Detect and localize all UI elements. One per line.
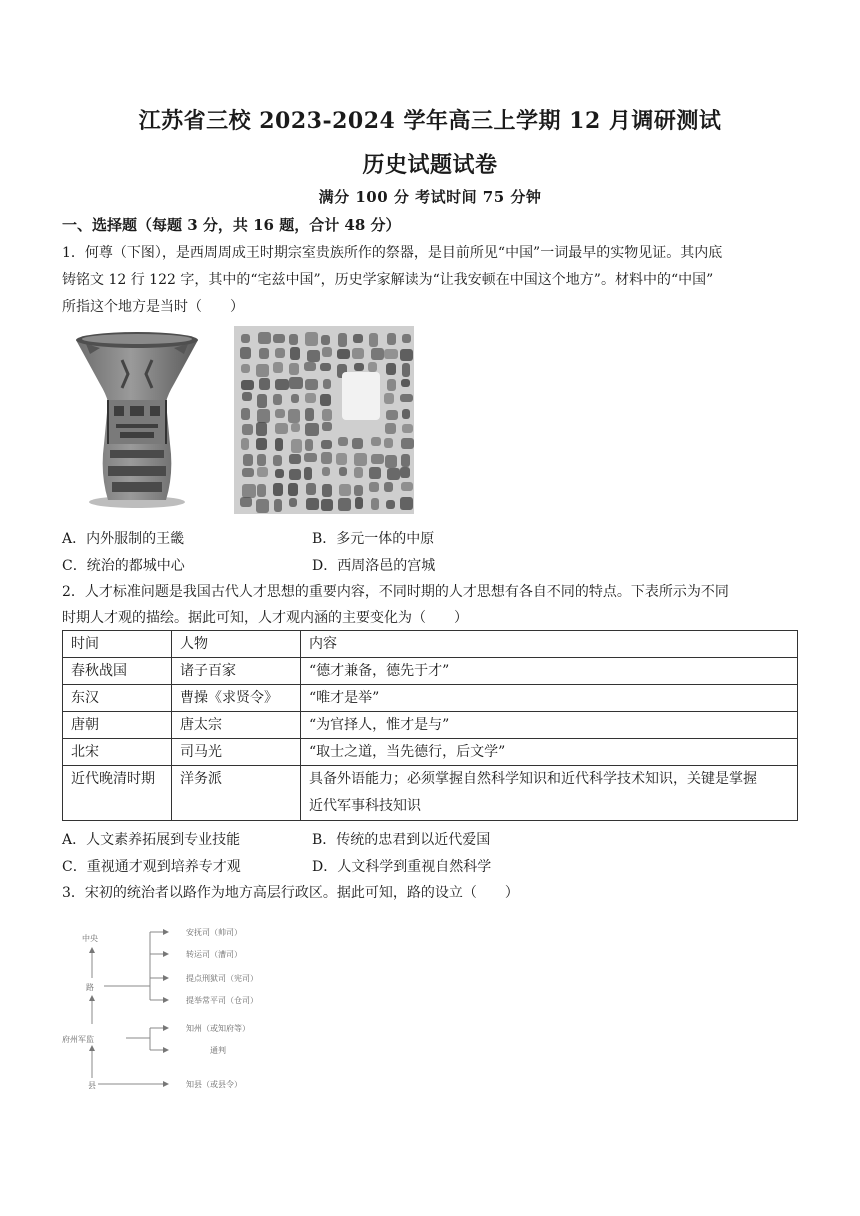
table-row bbox=[63, 685, 798, 712]
rubbing-glyph bbox=[305, 393, 316, 403]
rubbing-glyph bbox=[257, 484, 267, 497]
rubbing-glyph bbox=[354, 467, 364, 478]
rubbing-glyph bbox=[371, 498, 379, 511]
rubbing-glyph bbox=[275, 379, 289, 391]
rubbing-glyph bbox=[321, 499, 332, 512]
rubbing-damaged-area bbox=[342, 372, 380, 420]
section-heading: 一、选择题（每题 3 分，共 16 题，合计 48 分） bbox=[62, 216, 401, 234]
rubbing-glyph bbox=[242, 484, 256, 497]
rubbing-glyph bbox=[322, 484, 332, 497]
rubbing-glyph bbox=[402, 409, 411, 419]
rubbing-glyph bbox=[322, 409, 332, 421]
rubbing-glyph bbox=[355, 497, 364, 509]
rubbing-glyph bbox=[304, 467, 312, 479]
table-cell: 北宋 bbox=[63, 739, 172, 766]
rubbing-glyph bbox=[291, 423, 300, 432]
rubbing-glyph bbox=[289, 377, 303, 388]
rubbing-glyph bbox=[339, 484, 351, 496]
q1-line-1: 1．何尊（下图），是西周周成王时期宗室贵族所作的祭器，是目前所见“中国”一词最早的实物见证。其内底 bbox=[62, 245, 723, 261]
rubbing-glyph bbox=[322, 467, 330, 476]
table-cell-text: 近代晚清时期 bbox=[71, 771, 155, 787]
rubbing-glyph bbox=[257, 394, 267, 407]
diagram-xian-label: 县 bbox=[88, 1081, 96, 1090]
rubbing-glyph bbox=[241, 380, 253, 391]
rubbing-glyph bbox=[385, 455, 397, 468]
rubbing-glyph bbox=[257, 409, 270, 423]
rubbing-glyph bbox=[273, 334, 285, 342]
diagram-fuzhou-label: 府州军监 bbox=[62, 1035, 94, 1044]
diagram-lu-office: 提点刑狱司（宪司） bbox=[186, 974, 258, 983]
rubbing-glyph bbox=[354, 453, 366, 466]
rubbing-glyph bbox=[323, 379, 331, 389]
rubbing-glyph bbox=[305, 379, 318, 390]
rubbing-glyph bbox=[259, 378, 270, 390]
table-cell: “唯才是举” bbox=[301, 685, 798, 712]
rubbing-glyph bbox=[322, 422, 333, 431]
diagram-lu-office: 提举常平司（仓司） bbox=[186, 996, 258, 1005]
rubbing-glyph bbox=[387, 379, 396, 391]
rubbing-glyph bbox=[386, 500, 395, 509]
rubbing-glyph bbox=[275, 348, 286, 358]
rubbing-glyph bbox=[371, 437, 381, 445]
rubbing-glyph bbox=[304, 362, 316, 371]
song-administration-diagram bbox=[60, 912, 320, 1097]
rubbing-glyph bbox=[337, 349, 349, 359]
rubbing-glyph bbox=[256, 499, 269, 513]
exam-title: 江苏省三校 2023-2024 学年高三上学期 12 月调研测试 bbox=[138, 108, 722, 134]
rubbing-glyph bbox=[371, 454, 385, 463]
rubbing-glyph bbox=[402, 424, 413, 433]
q1-option-b[interactable]: B．多元一体的中原 bbox=[312, 531, 435, 547]
rubbing-glyph bbox=[256, 438, 267, 450]
q1-line-3: 所指这个地方是当时（ ） bbox=[62, 299, 244, 315]
rubbing-glyph bbox=[275, 438, 283, 451]
exam-subtitle: 历史试题试卷 bbox=[362, 152, 498, 178]
table-cell: 诸子百家 bbox=[172, 658, 301, 685]
rubbing-glyph bbox=[336, 453, 347, 464]
rubbing-glyph bbox=[400, 467, 410, 478]
rubbing-glyph bbox=[240, 497, 252, 507]
rubbing-glyph bbox=[275, 469, 284, 478]
table-header-cell: 内容 bbox=[301, 631, 798, 658]
rubbing-glyph bbox=[289, 334, 298, 345]
rubbing-glyph bbox=[241, 364, 250, 372]
rubbing-glyph bbox=[275, 409, 285, 418]
q1-option-d[interactable]: D．西周洛邑的宫城 bbox=[312, 558, 436, 574]
table-cell: 曹操《求贤令》 bbox=[172, 685, 301, 712]
rubbing-glyph bbox=[258, 332, 271, 344]
q2-option-a[interactable]: A．人文素养拓展到专业技能 bbox=[62, 832, 241, 848]
table-row bbox=[63, 766, 798, 821]
rubbing-glyph bbox=[305, 423, 319, 436]
diagram-fuzhou-office: 知州（或知府等） bbox=[186, 1024, 250, 1033]
rubbing-glyph bbox=[305, 408, 314, 422]
table-cell-text-line-1: 具备外语能力；必须掌握自然科学知识和近代科学技术知识，关键是掌握 bbox=[309, 771, 757, 787]
rubbing-glyph bbox=[384, 438, 393, 448]
table-header-cell: 人物 bbox=[172, 631, 301, 658]
score-time-line: 满分 100 分 考试时间 75 分钟 bbox=[318, 188, 542, 206]
table-cell bbox=[63, 766, 172, 821]
rubbing-glyph bbox=[241, 408, 250, 420]
rubbing-glyph bbox=[259, 348, 270, 359]
rubbing-glyph bbox=[288, 409, 300, 423]
rubbing-glyph bbox=[321, 335, 330, 346]
rubbing-glyph bbox=[400, 349, 412, 361]
table-row bbox=[63, 658, 798, 685]
diagram-lu-office: 转运司（漕司） bbox=[186, 950, 242, 959]
table-row bbox=[63, 712, 798, 739]
table-cell: 春秋战国 bbox=[63, 658, 172, 685]
table-cell: 唐朝 bbox=[63, 712, 172, 739]
table-cell: “取士之道，当先德行，后文学” bbox=[301, 739, 798, 766]
rubbing-glyph bbox=[306, 483, 316, 495]
table-row bbox=[63, 739, 798, 766]
rubbing-glyph bbox=[385, 423, 396, 434]
diagram-center-label: 中央 bbox=[82, 934, 98, 943]
rubbing-glyph bbox=[339, 467, 347, 476]
rubbing-glyph bbox=[321, 440, 333, 449]
he-zun-vessel-image bbox=[70, 324, 204, 510]
table-cell-text: 洋务派 bbox=[180, 771, 222, 787]
q1-line-2: 铸铭文 12 行 122 字，其中的“宅兹中国”，历史学家解读为“让我安顿在中国这个地方”。材料中的“中国” bbox=[62, 272, 714, 288]
q2-line-1: 2．人才标准问题是我国古代人才思想的重要内容，不同时期的人才思想有各自不同的特点。下表所示为不同 bbox=[62, 584, 729, 600]
table-cell: 唐太宗 bbox=[172, 712, 301, 739]
rubbing-glyph bbox=[371, 348, 384, 360]
q2-option-c[interactable]: C．重视通才观到培养专才观 bbox=[62, 859, 241, 875]
rubbing-glyph bbox=[288, 483, 298, 496]
table-header-row bbox=[63, 631, 798, 658]
rubbing-glyph bbox=[402, 334, 411, 343]
rubbing-glyph bbox=[354, 485, 363, 496]
rubbing-glyph bbox=[402, 363, 411, 376]
table-cell: “为官择人，惟才是与” bbox=[301, 712, 798, 739]
rubbing-glyph bbox=[369, 333, 377, 347]
rubbing-glyph bbox=[368, 362, 377, 372]
rubbing-glyph bbox=[401, 482, 413, 491]
diagram-xian-office: 知县（或县令） bbox=[186, 1080, 242, 1089]
rubbing-glyph bbox=[242, 424, 253, 436]
rubbing-glyph bbox=[307, 350, 320, 362]
rubbing-glyph bbox=[275, 423, 288, 434]
table-header-cell: 时间 bbox=[63, 631, 172, 658]
rubbing-glyph bbox=[240, 347, 250, 359]
rubbing-glyph bbox=[243, 454, 253, 466]
rubbing-glyph bbox=[352, 348, 364, 359]
table-cell: 司马光 bbox=[172, 739, 301, 766]
rubbing-glyph bbox=[241, 438, 249, 450]
q2-option-d[interactable]: D．人文科学到重视自然科学 bbox=[312, 859, 492, 875]
rubbing-glyph bbox=[289, 363, 299, 376]
q3-line-1: 3．宋初的统治者以路作为地方高层行政区。据此可知，路的设立（ ） bbox=[62, 885, 519, 901]
rubbing-glyph bbox=[257, 454, 267, 466]
rubbing-glyph bbox=[386, 363, 396, 374]
rubbing-glyph bbox=[354, 363, 364, 371]
rubbing-glyph bbox=[387, 333, 396, 345]
rubbing-glyph bbox=[338, 498, 351, 510]
rubbing-glyph bbox=[384, 482, 393, 492]
diagram-fuzhou-office: 通判 bbox=[210, 1046, 226, 1055]
rubbing-glyph bbox=[338, 333, 347, 347]
rubbing-glyph bbox=[369, 467, 380, 479]
diagram-lu-office: 安抚司（帅司） bbox=[186, 928, 242, 937]
q2-option-b[interactable]: B．传统的忠君到以近代爱国 bbox=[312, 832, 491, 848]
rubbing-glyph bbox=[241, 334, 250, 343]
rubbing-glyph bbox=[273, 362, 283, 373]
rubbing-glyph bbox=[369, 482, 379, 492]
table-cell bbox=[301, 766, 798, 821]
diagram-lu-label: 路 bbox=[86, 983, 94, 992]
rubbing-glyph bbox=[242, 392, 252, 401]
rubbing-glyph bbox=[321, 452, 332, 464]
rubbing-glyph bbox=[256, 422, 266, 436]
rubbing-glyph bbox=[386, 410, 398, 420]
inscription-rubbing-image bbox=[234, 326, 414, 514]
rubbing-glyph bbox=[273, 483, 283, 497]
rubbing-glyph bbox=[289, 454, 301, 463]
rubbing-glyph bbox=[320, 363, 330, 371]
rubbing-glyph bbox=[387, 468, 400, 480]
rubbing-glyph bbox=[401, 454, 410, 467]
rubbing-glyph bbox=[401, 438, 414, 449]
rubbing-glyph bbox=[257, 467, 268, 476]
rubbing-glyph bbox=[352, 438, 363, 449]
q1-option-c[interactable]: C．统治的都城中心 bbox=[62, 558, 185, 574]
rubbing-glyph bbox=[291, 394, 300, 403]
rubbing-glyph bbox=[384, 349, 397, 359]
rubbing-glyph bbox=[291, 439, 302, 452]
rubbing-glyph bbox=[400, 394, 413, 402]
rubbing-glyph bbox=[401, 379, 411, 387]
rubbing-glyph bbox=[290, 347, 300, 360]
talent-table bbox=[62, 630, 798, 821]
rubbing-glyph bbox=[305, 439, 313, 451]
rubbing-glyph bbox=[274, 499, 283, 512]
rubbing-glyph bbox=[322, 347, 332, 357]
rubbing-glyph bbox=[400, 497, 413, 510]
rubbing-glyph bbox=[289, 498, 297, 507]
rubbing-glyph bbox=[289, 469, 301, 479]
rubbing-glyph bbox=[273, 455, 282, 466]
rubbing-glyph bbox=[338, 437, 347, 446]
table-cell-text-line-2: 近代军事科技知识 bbox=[309, 798, 421, 814]
rubbing-glyph bbox=[305, 332, 319, 346]
table-cell: “德才兼备，德先于才” bbox=[301, 658, 798, 685]
q1-option-a[interactable]: A．内外服制的王畿 bbox=[62, 531, 185, 547]
rubbing-glyph bbox=[320, 394, 331, 405]
table-cell bbox=[172, 766, 301, 821]
rubbing-glyph bbox=[304, 453, 317, 461]
table-cell: 东汉 bbox=[63, 685, 172, 712]
rubbing-glyph bbox=[384, 393, 393, 403]
rubbing-glyph bbox=[273, 394, 282, 404]
q2-line-2: 时期人才观的描绘。据此可知，人才观内涵的主要变化为（ ） bbox=[62, 610, 468, 626]
rubbing-glyph bbox=[353, 334, 363, 343]
rubbing-glyph bbox=[256, 364, 269, 377]
rubbing-glyph bbox=[242, 468, 254, 477]
rubbing-glyph bbox=[306, 498, 319, 510]
